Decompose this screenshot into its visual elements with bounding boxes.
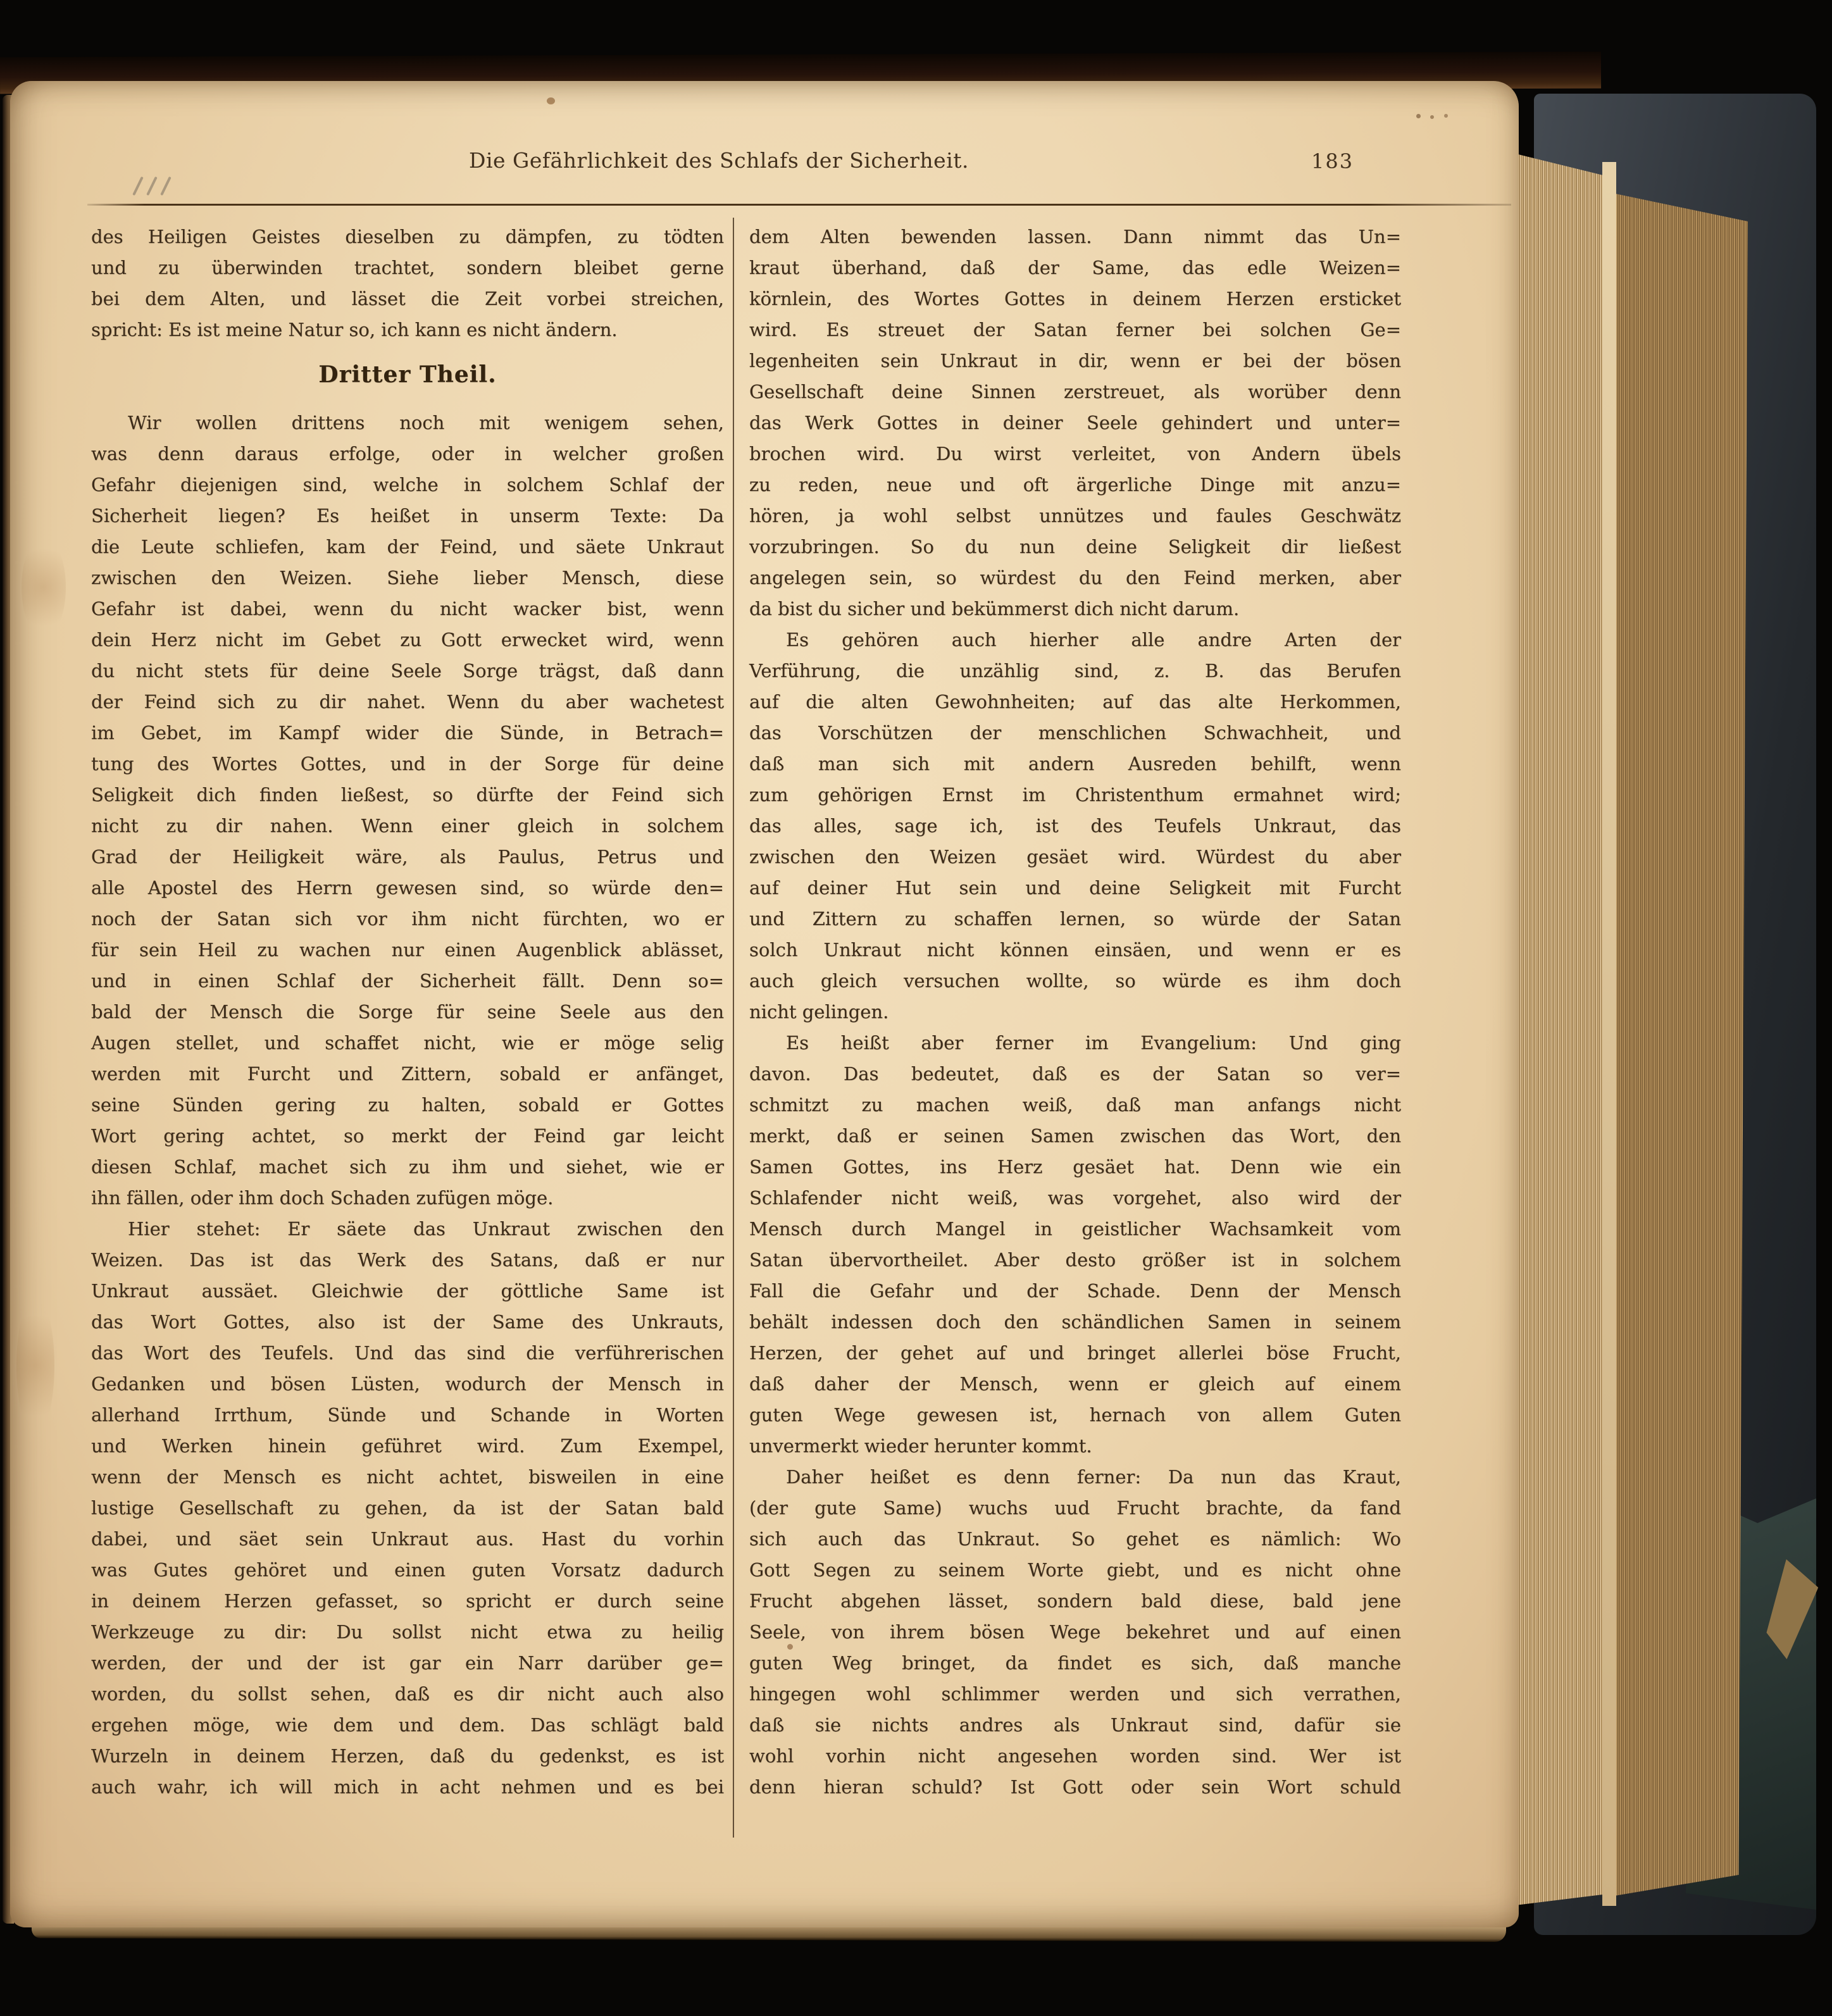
text-line: guten Weg bringet, da findet es sich, daß manche: [749, 1652, 1401, 1674]
text-line: die Leute schliefen, kam der Feind, und säete Unkraut: [91, 536, 724, 557]
book-fore-edge-highlight: [1602, 162, 1616, 1906]
text-line: diesen Schlaf, machet sich zu ihm und siehet, wie er: [91, 1156, 724, 1178]
text-line: dabei, und säet sein Unkraut aus. Hast du vorhin: [91, 1528, 724, 1550]
paragraph: [749, 625, 1401, 1028]
text-line: da bist du sicher und bekümmerst dich nicht darum.: [749, 598, 1240, 619]
text-line: (der gute Same) wuchs uud Frucht brachte, da fand: [749, 1497, 1401, 1519]
text-line: Fall die Gefahr und der Schade. Denn der Mensch: [749, 1280, 1401, 1302]
text-line: auf deiner Hut sein und deine Seligkeit mit Furcht: [749, 877, 1401, 899]
text-line: Gott Segen zu seinem Worte giebt, und es nicht ohne: [749, 1559, 1401, 1581]
text-line: das Wort Gottes, also ist der Same des Unkrauts,: [91, 1311, 724, 1333]
text-line: daß sie nichts andres als Unkraut sind, dafür sie: [749, 1714, 1401, 1736]
text-line: du nicht stets für deine Seele Sorge trägst, daß dann: [91, 660, 724, 681]
stain-speck: [547, 97, 555, 104]
text-line: Daher heißet es denn ferner: Da nun das Kraut,: [786, 1466, 1401, 1488]
text-line: Grad der Heiligkeit wäre, als Paulus, Petrus und: [91, 846, 724, 868]
text-line: lustige Gesellschaft zu gehen, da ist der Satan bald: [91, 1497, 724, 1519]
text-line: Schlafender nicht weiß, was vorgehet, also wird der: [749, 1187, 1401, 1209]
text-line: auf die alten Gewohnheiten; auf das alte Herkommen,: [749, 691, 1401, 712]
text-line: Hier stehet: Er säete das Unkraut zwischen den: [128, 1218, 724, 1240]
text-line: Seligkeit dich finden ließest, so dürfte der Feind sich: [91, 784, 724, 806]
text-line: zwischen den Weizen gesäet wird. Würdest du aber: [749, 846, 1401, 868]
text-line: hören, ja wohl selbst unnützes und faules Geschwätz: [749, 505, 1401, 526]
text-line: noch der Satan sich vor ihm nicht fürchten, wo er: [91, 908, 724, 930]
text-line: Sicherheit liegen? Es heißet in unserm Texte: Da: [91, 505, 724, 526]
text-line: Augen stellet, und schaffet nicht, wie er möge selig: [91, 1032, 724, 1054]
text-line: davon. Das bedeutet, daß es der Satan so ver=: [749, 1063, 1401, 1085]
text-line: Wort gering achtet, so merkt der Feind gar leicht: [91, 1125, 724, 1147]
paragraph: [749, 1462, 1401, 1803]
right-column: [749, 221, 1401, 1803]
pencil-mark: [146, 177, 158, 196]
text-line: Werkzeuge zu dir: Du sollst nicht etwa zu heilig: [91, 1621, 724, 1643]
text-line: zu reden, neue und oft ärgerliche Dinge mit anzu=: [749, 474, 1401, 495]
text-line: das Werk Gottes in deiner Seele gehindert und unter=: [749, 412, 1401, 433]
text-line: und Werken hinein geführet wird. Zum Exempel,: [91, 1435, 724, 1457]
text-line: brochen wird. Du wirst verleitet, von Andern übels: [749, 443, 1401, 464]
text-line: wohl vorhin nicht angesehen worden sind. Wer ist: [749, 1745, 1401, 1767]
text-line: das Vorschützen der menschlichen Schwachheit, und: [749, 722, 1401, 744]
text-line: Satan übervortheilet. Aber desto größer ist in solchem: [749, 1249, 1401, 1271]
text-line: was Gutes gehöret und einen guten Vorsatz dadurch: [91, 1559, 724, 1581]
text-line: auch gleich versuchen wollte, so würde es ihm doch: [749, 970, 1401, 992]
text-line: werden mit Furcht und Zittern, sobald er anfänget,: [91, 1063, 724, 1085]
text-line: worden, du sollst sehen, daß es dir nicht auch also: [91, 1683, 724, 1705]
paragraph: [91, 1214, 724, 1803]
text-line: Wurzeln in deinem Herzen, daß du gedenkst, es ist: [91, 1745, 724, 1767]
text-line: behält indessen doch den schändlichen Samen in seinem: [749, 1311, 1401, 1333]
text-line: und zu überwinden trachtet, sondern bleibet gerne: [91, 257, 724, 278]
text-line: in deinem Herzen gefasset, so spricht er durch seine: [91, 1590, 724, 1612]
text-line: Gefahr ist dabei, wenn du nicht wacker bist, wenn: [91, 598, 724, 619]
book-fore-edge-pages-outer: [1616, 184, 1748, 1906]
text-line: zum gehörigen Ernst im Christenthum ermahnet wird;: [749, 784, 1401, 806]
text-line: bald der Mensch die Sorge für seine Seele aus den: [91, 1001, 724, 1023]
page-number: 183: [1311, 149, 1354, 173]
text-line: merkt, daß er seinen Samen zwischen das Wort, den: [749, 1125, 1401, 1147]
section-heading: Dritter Theil.: [318, 361, 497, 388]
text-line: und Zittern zu schaffen lernen, so würde der Satan: [749, 908, 1401, 930]
text-line: kraut überhand, daß der Same, das edle Weizen=: [749, 257, 1401, 278]
text-line: Gefahr diejenigen sind, welche in solchem Schlaf der: [91, 474, 724, 495]
book-fore-edge-pages-inner: [1516, 147, 1602, 1912]
stain-speck: [787, 1644, 793, 1650]
text-line: denn hieran schuld? Ist Gott oder sein Wort schuld: [749, 1776, 1401, 1798]
text-line: zwischen den Weizen. Siehe lieber Mensch, diese: [91, 567, 724, 588]
text-line: ihn fällen, oder ihm doch Schaden zufügen möge.: [91, 1187, 554, 1209]
text-line: im Gebet, im Kampf wider die Sünde, in Betrach=: [91, 722, 724, 744]
text-line: Mensch durch Mangel in geistlicher Wachsamkeit vom: [749, 1218, 1401, 1240]
text-line: solch Unkraut nicht können einsäen, und wenn er es: [749, 939, 1401, 961]
text-line: bei dem Alten, und lässet die Zeit vorbei streichen,: [91, 288, 724, 309]
stain-speck: [1416, 114, 1421, 118]
text-line: Seele, von ihrem bösen Wege bekehret und auf einen: [749, 1621, 1401, 1643]
text-line: wird. Es streuet der Satan ferner bei solchen Ge=: [749, 319, 1401, 340]
text-line: guten Wege gewesen ist, hernach von allem Guten: [749, 1404, 1401, 1426]
pencil-mark: [132, 177, 144, 196]
text-line: daß daher der Mensch, wenn er gleich auf einem: [749, 1373, 1401, 1395]
text-line: allerhand Irrthum, Sünde und Schande in Worten: [91, 1404, 724, 1426]
text-line: Es gehören auch hierher alle andre Arten der: [786, 629, 1401, 650]
text-line: wenn der Mensch es nicht achtet, bisweilen in eine: [91, 1466, 724, 1488]
paragraph: [91, 221, 724, 345]
text-line: werden, der und der ist gar ein Narr darüber ge=: [91, 1652, 724, 1674]
text-line: angelegen sein, so würdest du den Feind merken, aber: [749, 567, 1401, 588]
text-line: das alles, sage ich, ist des Teufels Unkraut, das: [749, 815, 1401, 837]
text-line: tung des Wortes Gottes, und in der Sorge für deine: [91, 753, 724, 775]
text-line: Samen Gottes, ins Herz gesäet hat. Denn wie ein: [749, 1156, 1401, 1178]
book-page: [10, 81, 1519, 1927]
text-line: das Wort des Teufels. Und das sind die verführerischen: [91, 1342, 724, 1364]
stain-speck: [1430, 115, 1434, 119]
paragraph: [91, 408, 724, 1214]
running-title: Die Gefährlichkeit des Schlafs der Sicherheit.: [468, 148, 969, 173]
text-line: daß man sich mit andern Ausreden behilft, wenn: [749, 753, 1401, 775]
text-line: körnlein, des Wortes Gottes in deinem Herzen ersticket: [749, 288, 1401, 309]
text-line: alle Apostel des Herrn gewesen sind, so würde den=: [91, 877, 724, 899]
text-line: schmitzt zu machen weiß, daß man anfangs nicht: [749, 1094, 1401, 1116]
text-line: nicht zu dir nahen. Wenn einer gleich in solchem: [91, 815, 724, 837]
foxing-stain: [16, 1296, 54, 1435]
text-line: hingegen wohl schlimmer werden und sich verrathen,: [749, 1683, 1401, 1705]
text-line: Es heißt aber ferner im Evangelium: Und ging: [786, 1032, 1401, 1054]
text-line: nicht gelingen.: [749, 1001, 889, 1023]
foxing-stain: [22, 537, 66, 638]
text-line: spricht: Es ist meine Natur so, ich kann es nicht ändern.: [91, 319, 618, 340]
text-line: Verführung, die unzählig sind, z. B. das Berufen: [749, 660, 1401, 681]
text-line: Wir wollen drittens noch mit wenigem sehen,: [128, 412, 724, 433]
text-line: dem Alten bewenden lassen. Dann nimmt das Un=: [749, 226, 1401, 247]
text-line: Herzen, der gehet auf und bringet allerlei böse Frucht,: [749, 1342, 1401, 1364]
text-line: Weizen. Das ist das Werk des Satans, daß er nur: [91, 1249, 724, 1271]
text-line: dein Herz nicht im Gebet zu Gott erwecket wird, wenn: [91, 629, 724, 650]
paragraph: [749, 1028, 1401, 1462]
text-line: sich auch das Unkraut. So gehet es nämlich: Wo: [749, 1528, 1401, 1550]
text-line: was denn daraus erfolge, oder in welcher großen: [91, 443, 724, 464]
pencil-mark: [160, 177, 171, 196]
text-line: Gesellschaft deine Sinnen zerstreuet, als worüber denn: [749, 381, 1401, 402]
text-line: unvermerkt wieder herunter kommt.: [749, 1435, 1092, 1457]
text-line: ergehen möge, wie dem und dem. Das schlägt bald: [91, 1714, 724, 1736]
text-line: Frucht abgehen lässet, sondern bald diese, bald jene: [749, 1590, 1401, 1612]
text-line: auch wahr, ich will mich in acht nehmen und es bei: [91, 1776, 724, 1798]
left-column: [91, 221, 724, 1803]
text-line: für sein Heil zu wachen nur einen Augenblick ablässet,: [91, 939, 724, 961]
text-line: Gedanken und bösen Lüsten, wodurch der Mensch in: [91, 1373, 724, 1395]
paragraph: [749, 221, 1401, 625]
header-rule: [87, 204, 1511, 206]
stain-speck: [1444, 114, 1448, 118]
text-line: der Feind sich zu dir nahet. Wenn du aber wachetest: [91, 691, 724, 712]
text-line: und in einen Schlaf der Sicherheit fällt. Denn so=: [91, 970, 724, 992]
text-line: legenheiten sein Unkraut in dir, wenn er bei der bösen: [749, 350, 1401, 371]
text-line: vorzubringen. So du nun deine Seligkeit dir ließest: [749, 536, 1401, 557]
text-line: des Heiligen Geistes dieselben zu dämpfen, zu tödten: [91, 226, 724, 247]
text-line: seine Sünden gering zu halten, sobald er Gottes: [91, 1094, 724, 1116]
column-divider: [733, 218, 734, 1838]
text-line: Unkraut aussäet. Gleichwie der göttliche Same ist: [91, 1280, 724, 1302]
